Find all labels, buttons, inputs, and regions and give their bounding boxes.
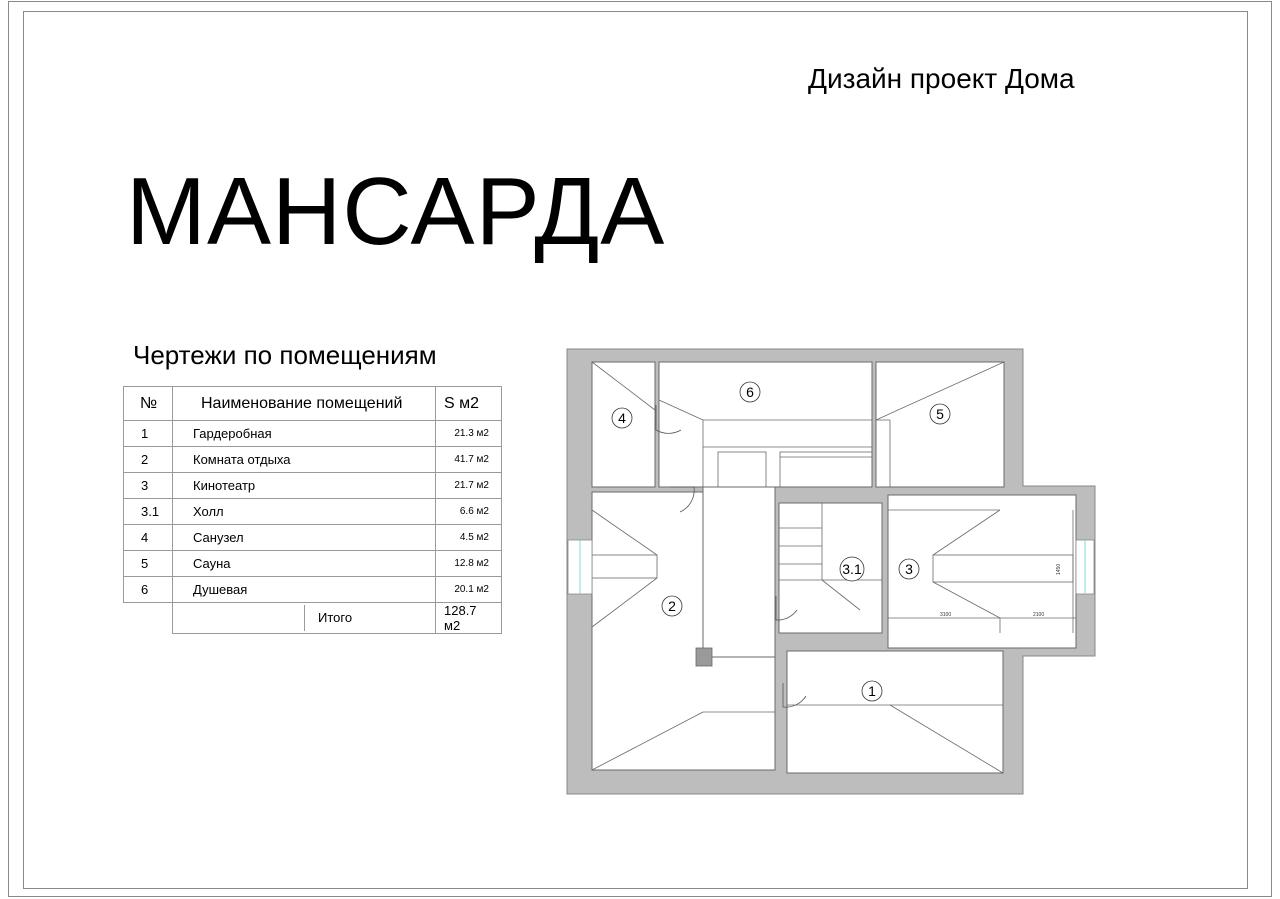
room-name: Санузел (173, 525, 436, 551)
room-area: 12.8 м2 (436, 551, 502, 577)
corridor (703, 487, 775, 657)
room-marker-1 (862, 681, 882, 701)
room-num: 4 (124, 525, 173, 551)
room-marker-label: 2 (668, 598, 676, 614)
room-num: 3 (124, 473, 173, 499)
sheet-title: МАНСАРДА (126, 158, 666, 265)
room-num: 1 (124, 421, 173, 447)
room-6 (659, 362, 872, 487)
room-marker-label: 3.1 (842, 561, 862, 577)
dimension-label: 3100 (940, 612, 952, 618)
room-num: 3.1 (124, 499, 173, 525)
room-marker-3-1 (840, 557, 864, 581)
dimension-label: 2100 (1033, 612, 1045, 618)
header-area: S м2 (436, 387, 502, 421)
room-marker-label: 5 (936, 406, 944, 422)
room-area: 41.7 м2 (436, 447, 502, 473)
room-name: Кинотеатр (173, 473, 436, 499)
room-area: 20.1 м2 (436, 577, 502, 603)
room-5 (876, 362, 1004, 487)
room-marker-label: 4 (618, 410, 626, 426)
room-marker-label: 1 (868, 683, 876, 699)
room-area: 6.6 м2 (436, 499, 502, 525)
project-title: Дизайн проект Дома (808, 63, 1075, 94)
room-marker-6 (740, 382, 760, 402)
total-label: Итого (304, 605, 435, 631)
room-area: 21.7 м2 (436, 473, 502, 499)
room-1 (787, 651, 1003, 773)
room-marker-5 (930, 404, 950, 424)
room-name: Душевая (173, 577, 436, 603)
header-num: № (124, 387, 173, 421)
room-area: 21.3 м2 (436, 421, 502, 447)
rooms (592, 362, 1076, 773)
room-name: Комната отдыха (173, 447, 436, 473)
room-marker-2 (662, 596, 682, 616)
room-num: 6 (124, 577, 173, 603)
room-name: Гардеробная (173, 421, 436, 447)
room-name: Сауна (173, 551, 436, 577)
room-marker-3 (899, 559, 919, 579)
room-marker-label: 6 (746, 384, 754, 400)
section-subtitle: Чертежи по помещениям (133, 340, 437, 370)
total-value: 128.7 м2 (436, 603, 502, 634)
dimension-label: 1450 (1056, 563, 1062, 575)
room-name: Холл (173, 499, 436, 525)
room-num: 5 (124, 551, 173, 577)
room-marker-label: 3 (905, 561, 913, 577)
room-marker-4 (612, 408, 632, 428)
header-name: Наименование помещений (173, 387, 436, 421)
room-num: 2 (124, 447, 173, 473)
room-area: 4.5 м2 (436, 525, 502, 551)
